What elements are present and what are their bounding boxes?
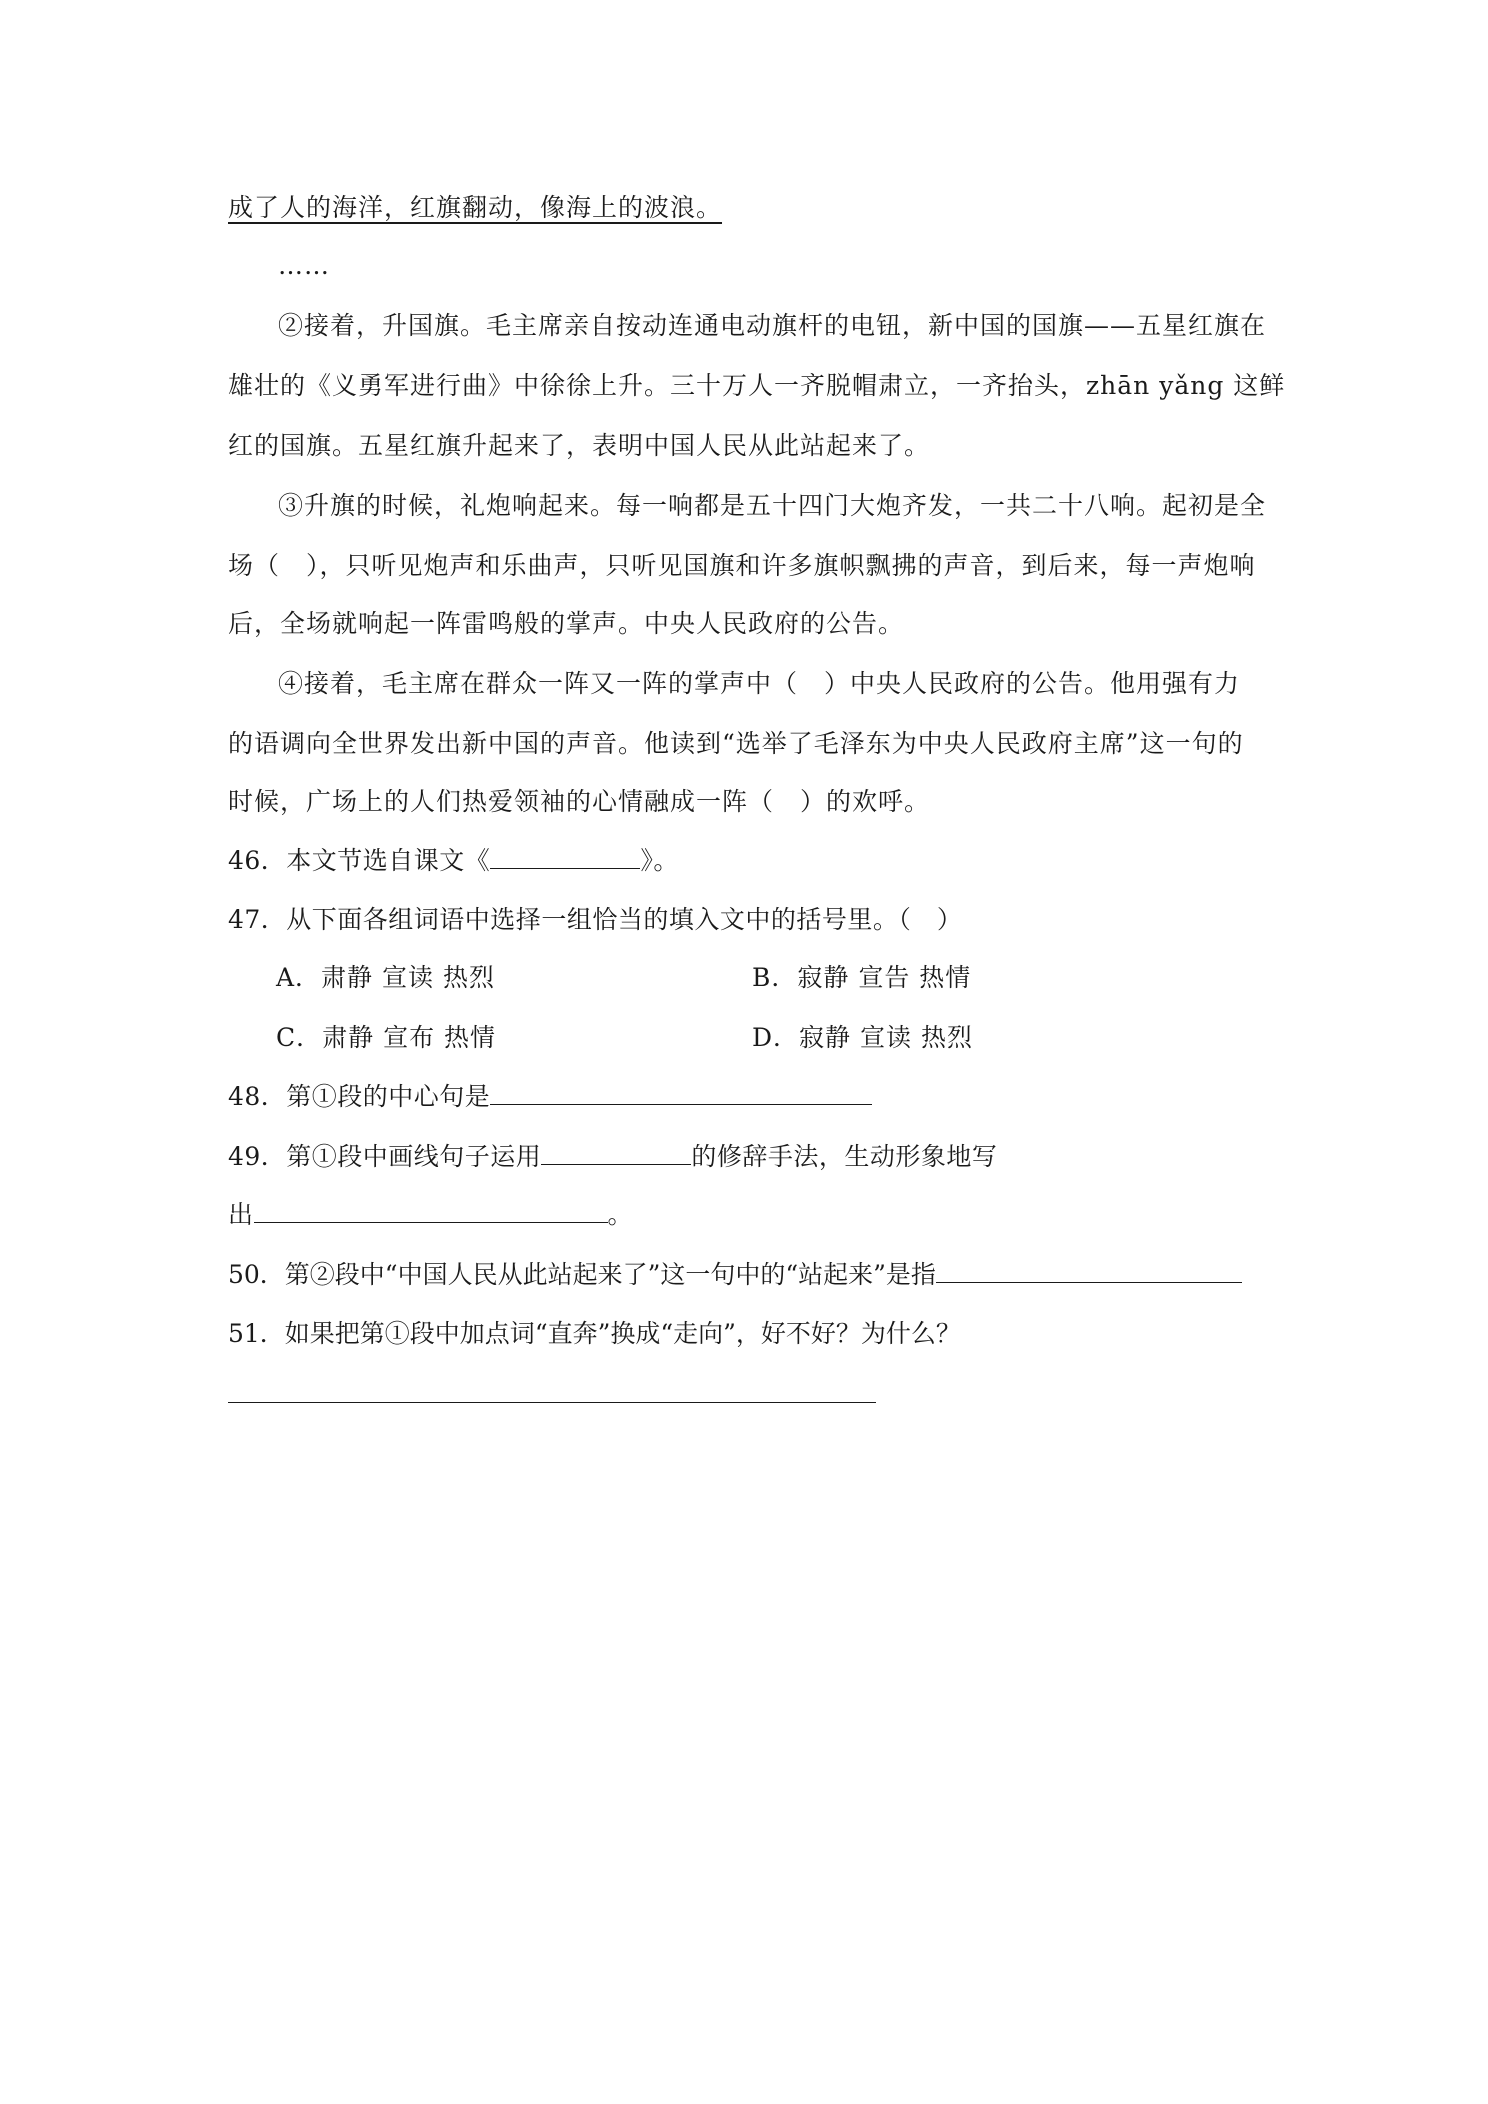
question-49-prefix: 49．第①段中画线句子运用 bbox=[228, 1142, 542, 1171]
question-49-line-2-suffix: 。 bbox=[607, 1200, 634, 1229]
question-47-option-a[interactable]: A．肃静 宣读 热烈 bbox=[276, 963, 495, 992]
paragraph-4-line-2: 的语调向全世界发出新中国的声音。他读到“选举了毛泽东为中央人民政府主席”这一句的 bbox=[228, 729, 1244, 758]
question-46-answer-blank[interactable] bbox=[490, 844, 640, 869]
question-49-answer-blank-2[interactable] bbox=[254, 1198, 608, 1223]
question-46-suffix: 》。 bbox=[640, 846, 679, 875]
paragraph-3-line-2: 场（ ），只听见炮声和乐曲声，只听见国旗和许多旗帜飘拂的声音，到后来，每一声炮响 bbox=[228, 551, 1256, 580]
question-48-prefix: 48．第①段的中心句是 bbox=[228, 1082, 491, 1111]
passage-underlined-sentence: 成了人的海洋，红旗翻动，像海上的波浪。 bbox=[228, 193, 723, 222]
paragraph-4-line-1: ④接着，毛主席在群众一阵又一阵的掌声中（ ）中央人民政府的公告。他用强有力 bbox=[278, 669, 1241, 698]
question-48 bbox=[228, 1080, 872, 1113]
paragraph-3-line-3: 后，全场就响起一阵雷鸣般的掌声。中央人民政府的公告。 bbox=[228, 609, 905, 638]
paragraph-2-line-1: ②接着，升国旗。毛主席亲自按动连通电动旗杆的电钮，新中国的国旗——五星红旗在 bbox=[278, 311, 1267, 340]
paragraph-4-line-3: 时候，广场上的人们热爱领袖的心情融成一阵（ ）的欢呼。 bbox=[228, 787, 931, 816]
question-49-line-2 bbox=[228, 1198, 633, 1231]
paragraph-3-line-1: ③升旗的时候，礼炮响起来。每一响都是五十四门大炮齐发，一共二十八响。起初是全 bbox=[278, 491, 1267, 520]
question-48-answer-blank[interactable] bbox=[490, 1080, 872, 1105]
question-50-answer-blank[interactable] bbox=[936, 1258, 1242, 1283]
paragraph-2-line-2: 雄壮的《义勇军进行曲》中徐徐上升。三十万人一齐脱帽肃立，一齐抬头，zhān yǎng 这鲜 bbox=[228, 371, 1286, 400]
question-47-option-d[interactable]: D．寂静 宣读 热烈 bbox=[752, 1023, 973, 1052]
question-50-prefix: 50．第②段中“中国人民从此站起来了”这一句中的“站起来”是指 bbox=[228, 1260, 936, 1289]
question-49-middle: 的修辞手法，生动形象地写 bbox=[691, 1142, 998, 1171]
question-50 bbox=[228, 1258, 1242, 1291]
question-47: 47．从下面各组词语中选择一组恰当的填入文中的括号里。（ ） bbox=[228, 905, 963, 934]
question-47-option-b[interactable]: B．寂静 宣告 热情 bbox=[752, 963, 972, 992]
question-51: 51．如果把第①段中加点词“直奔”换成“走向”，好不好？为什么？ bbox=[228, 1319, 961, 1348]
question-47-option-c[interactable]: C．肃静 宣布 热情 bbox=[276, 1023, 497, 1052]
passage-ellipsis: …… bbox=[278, 251, 330, 280]
question-51-answer-line[interactable] bbox=[228, 1402, 876, 1403]
question-49-answer-blank-1[interactable] bbox=[541, 1140, 691, 1165]
question-46-prefix: 46．本文节选自课文《 bbox=[228, 846, 491, 875]
question-49-line-2-prefix: 出 bbox=[228, 1200, 254, 1229]
question-49 bbox=[228, 1140, 997, 1173]
paragraph-2-line-3: 红的国旗。五星红旗升起来了，表明中国人民从此站起来了。 bbox=[228, 431, 931, 460]
question-46 bbox=[228, 844, 679, 877]
